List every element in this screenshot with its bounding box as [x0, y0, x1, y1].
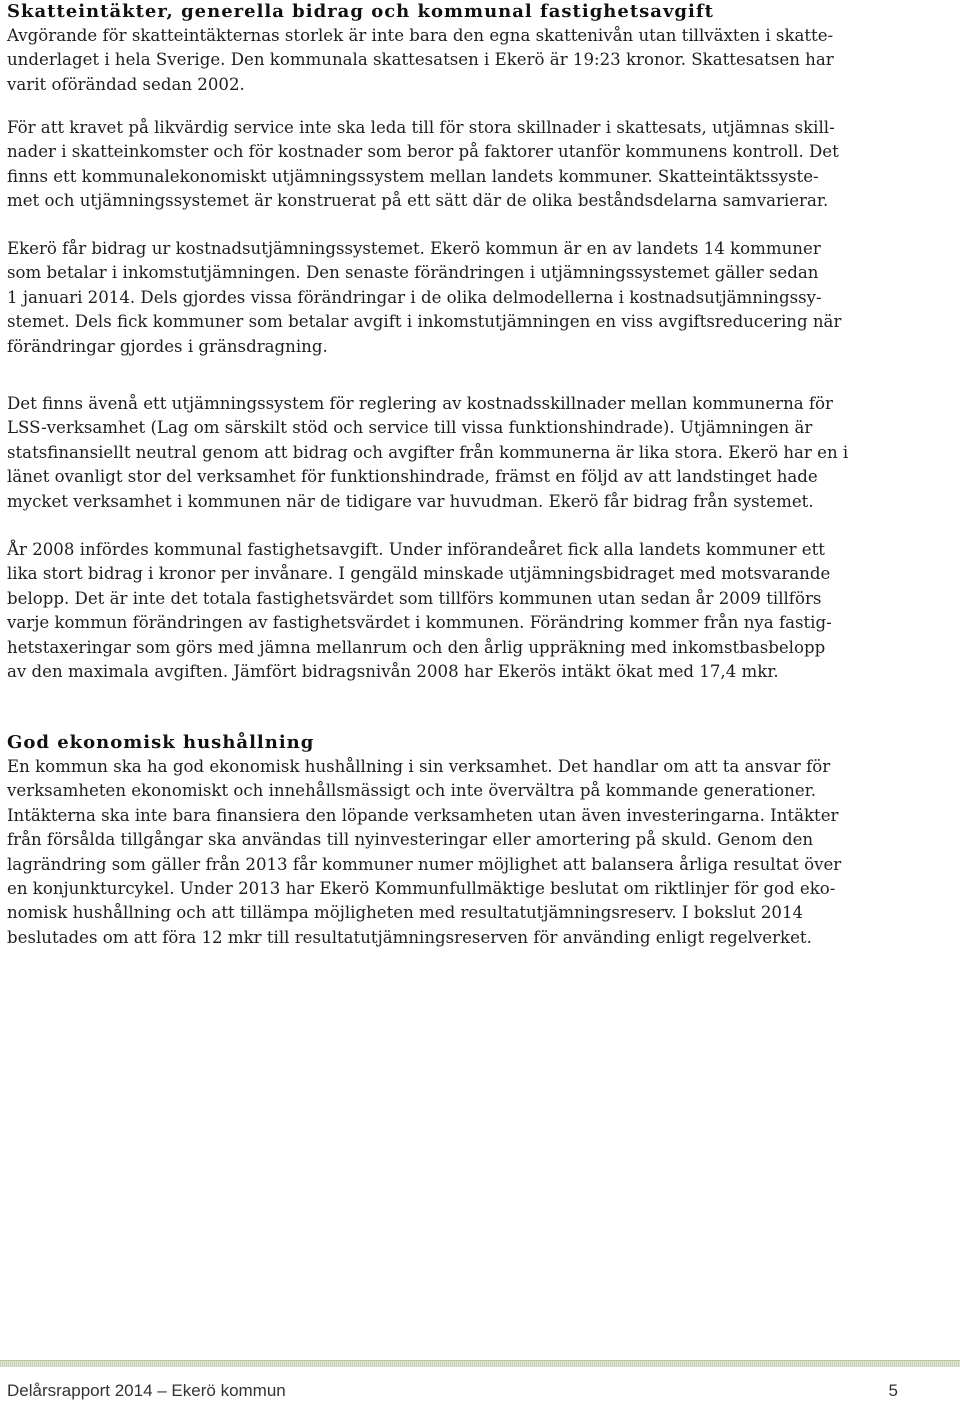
text-line: som betalar i inkomstutjämningen. Den senaste förändringen i utjämningssystemet gäller sedan: [7, 263, 819, 283]
text-line: finns ett kommunalekonomiskt utjämningssystem mellan landets kommuner. Skatteintäktssyste-: [7, 166, 819, 186]
text-line: en konjunkturcykel. Under 2013 har Ekerö Kommunfullmäktige beslutat om riktlinjer för god eko-: [7, 879, 836, 899]
text-line: av den maximala avgiften. Jämfört bidragsnivån 2008 har Ekerös intäkt ökat med 17,4 mkr.: [7, 662, 779, 682]
text-line: hetstaxeringar som görs med jämna mellanrum och den årlig uppräkning med inkomstbasbelopp: [7, 637, 826, 657]
section-skatteintakter: [7, 0, 955, 97]
text-line: förändringar gjordes i gränsdragning.: [7, 336, 328, 356]
paragraph: [7, 755, 955, 950]
text-line: lika stort bidrag i kronor per invånare. I gengäld minskade utjämningsbidraget med motsvarande: [7, 564, 831, 584]
text-line: verksamheten ekonomiskt och innehållsmässigt och inte övervältra på kommande generationer.: [7, 781, 817, 801]
paragraph: [7, 24, 955, 97]
section-heading: Skatteintäkter, generella bidrag och kommunal fastighetsavgift: [7, 1, 714, 22]
text-line: länet ovanligt stor del verksamhet för funktionshindrade, främst en följd av att landstinget hade: [7, 467, 818, 487]
text-line: mycket verksamhet i kommunen när de tidigare var huvudman. Ekerö får bidrag från systemet.: [7, 491, 814, 511]
section-heading: God ekonomisk hushållning: [7, 732, 315, 753]
text-line: varit oförändad sedan 2002.: [7, 74, 245, 94]
text-line: nader i skatteinkomster och för kostnader som beror på faktorer utanför kommunens kontroll. Det: [7, 142, 839, 162]
text-line: belopp. Det är inte det totala fastighetsvärdet som tillförs kommunen utan sedan år 2009 tillförs: [7, 588, 822, 608]
paragraph: [7, 237, 955, 359]
paragraph: [7, 392, 955, 514]
footer-document-title: Delårsrapport 2014 – Ekerö kommun: [7, 1381, 286, 1400]
paragraph: [7, 538, 955, 684]
text-line: Det finns ävenå ett utjämningssystem för reglering av kostnadsskillnader mellan kommunerna för: [7, 394, 833, 413]
text-line: Intäkterna ska inte bara finansiera den löpande verksamheten utan även investeringarna. Intäkter: [7, 805, 839, 825]
footer-divider: [0, 1360, 960, 1367]
text-line: lagrändring som gäller från 2013 får kommuner numer möjlighet att balansera årliga resultat över: [7, 854, 842, 874]
section-god-ekonomisk-hushallning: [7, 731, 955, 950]
text-line: varje kommun förändringen av fastighetsvärdet i kommunen. Förändring kommer från nya fastig-: [7, 613, 832, 633]
text-line: Ekerö får bidrag ur kostnadsutjämningssystemet. Ekerö kommun är en av landets 14 kommuner: [7, 239, 821, 258]
page-number: 5: [888, 1381, 898, 1400]
text-line: nomisk hushållning och att tillämpa möjligheten med resultatutjämningsreserv. I bokslut 2014: [7, 903, 804, 923]
text-line: År 2008 infördes kommunal fastighetsavgift. Under införandeåret fick alla landets kommuner ett: [7, 540, 825, 559]
text-line: LSS-verksamhet (Lag om särskilt stöd och service till vissa funktionshindrade). Utjämningen är: [7, 418, 813, 438]
page-footer: [7, 1378, 898, 1404]
text-line: met och utjämningssystemet är konstruerat på ett sätt där de olika beståndsdelarna samvarierar.: [7, 191, 829, 211]
text-line: beslutades om att föra 12 mkr till resultatutjämningsreserven för använding enligt regelverket.: [7, 927, 812, 947]
text-line: statsfinansiellt neutral genom att bidrag och avgifter från kommunerna är lika stora. Ekerö har en i: [7, 442, 849, 462]
text-line: underlaget i hela Sverige. Den kommunala skattesatsen i Ekerö är 19:23 kronor. Skattesatsen har: [7, 50, 834, 70]
text-line: En kommun ska ha god ekonomisk hushållning i sin verksamhet. Det handlar om att ta ansvar för: [7, 757, 831, 776]
text-line: från försålda tillgångar ska användas till nyinvesteringar eller amortering på skuld. Genom den: [7, 830, 814, 850]
text-line: stemet. Dels fick kommuner som betalar avgift i inkomstutjämningen en viss avgiftsreducering när: [7, 312, 842, 332]
text-line: För att kravet på likvärdig service inte ska leda till för stora skillnader i skattesats, utjämnas skill-: [7, 118, 835, 137]
paragraph: [7, 116, 955, 214]
text-line: Avgörande för skatteintäkternas storlek är inte bara den egna skattenivån utan tillväxten i skatte-: [7, 26, 834, 45]
text-line: 1 januari 2014. Dels gjordes vissa förändringar i de olika delmodellerna i kostnadsutjämningssy-: [7, 287, 822, 307]
